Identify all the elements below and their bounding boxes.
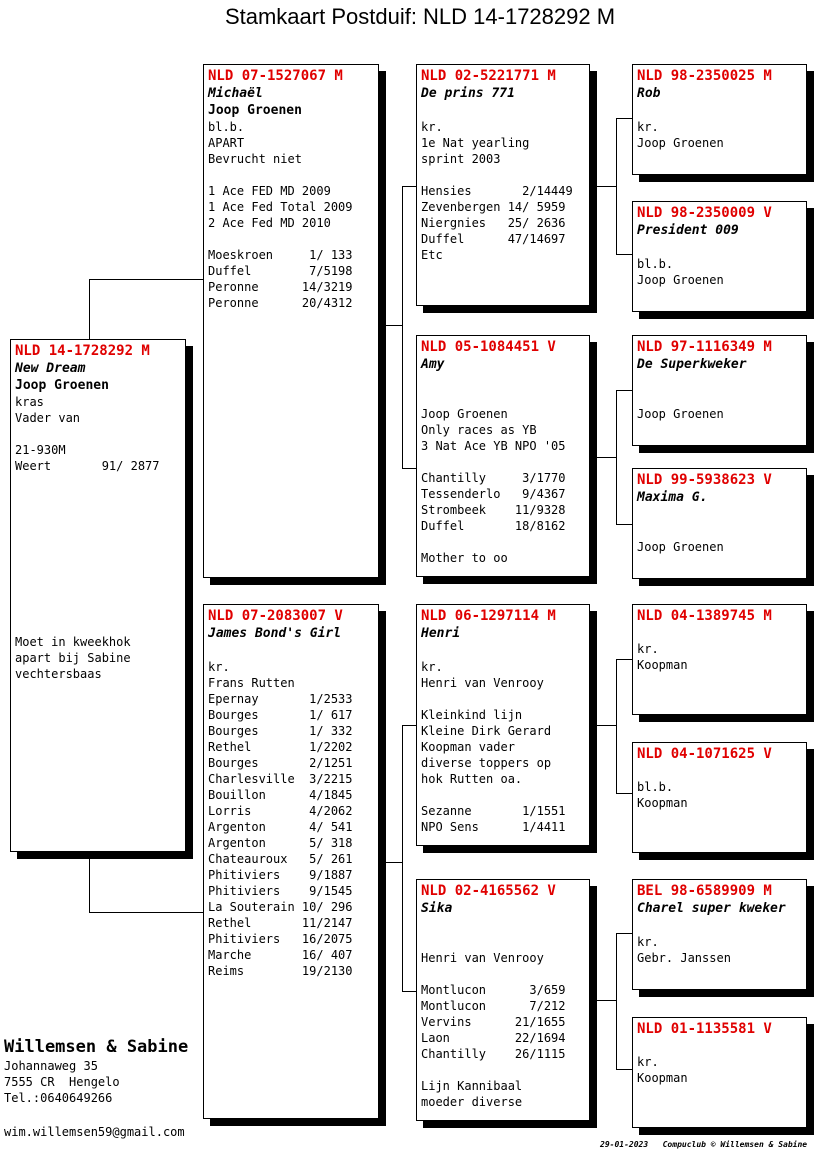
bird-info-line: kr. <box>637 120 659 134</box>
bird-info-line: Bourges 1/ 332 <box>208 724 353 738</box>
bird-info-line: Phitiviers 9/1887 <box>208 868 353 882</box>
connector <box>402 991 416 992</box>
bird-info-line: Lijn Kannibaal <box>421 1079 523 1093</box>
bird-info-line <box>637 918 802 934</box>
bird-info-line <box>637 1038 802 1054</box>
bird-info-line <box>637 625 802 641</box>
bird-card-dam-dam-sire[interactable] <box>632 879 807 990</box>
bird-info-line <box>15 570 181 586</box>
ring-number: NLD 07-1527067 M <box>208 68 343 84</box>
bird-info-line: Koopman <box>637 796 688 810</box>
bird-info-line <box>15 618 181 634</box>
bird-info-line: Vader van <box>15 411 81 425</box>
bird-info-line: Mother to oo <box>421 551 508 565</box>
bird-card-dam-dam[interactable] <box>416 879 590 1121</box>
bird-card-sire-sire-dam[interactable] <box>632 201 807 312</box>
bird-card-sire-dam[interactable] <box>416 335 590 577</box>
bird-info-line <box>421 103 585 119</box>
bird-info-line: Vervins 21/1655 <box>421 1015 566 1029</box>
bird-info-line: Only races as YB <box>421 423 537 437</box>
ring-number: NLD 04-1389745 M <box>637 608 772 624</box>
bird-info-line: Joop Groenen <box>421 407 508 421</box>
bird-info-line <box>421 454 585 470</box>
bird-info-line: Joop Groenen <box>637 273 724 287</box>
connector <box>402 468 416 469</box>
bird-info-line: Joop Groenen <box>15 378 109 393</box>
breeder-phone: Tel.:0640649266 <box>4 1091 113 1105</box>
bird-info-line <box>15 506 181 522</box>
breeder-street: Johannaweg 35 <box>4 1059 98 1073</box>
bird-info-line: Reims 19/2130 <box>208 964 353 978</box>
connector <box>616 933 617 1069</box>
bird-info-line: 21-930M <box>15 443 66 457</box>
bird-info-line <box>421 167 585 183</box>
bird-card-sire-dam-dam[interactable] <box>632 468 807 579</box>
bird-info-line: Tessenderlo 9/4367 <box>421 487 566 501</box>
bird-card-dam-sire-dam[interactable] <box>632 742 807 853</box>
bird-info-line <box>421 374 585 390</box>
connector <box>616 390 617 524</box>
ring-number: NLD 98-2350025 M <box>637 68 772 84</box>
bird-name: Amy <box>421 357 445 372</box>
bird-info-line <box>15 522 181 538</box>
bird-info-line: kr. <box>637 642 659 656</box>
bird-name: Charel super kweker <box>637 901 786 916</box>
bird-info-line: Peronne 14/3219 <box>208 280 353 294</box>
bird-info-line <box>637 390 802 406</box>
bird-info-line: kr. <box>421 120 443 134</box>
page-title: Stamkaart Postduif: NLD 14-1728292 M <box>224 4 616 29</box>
bird-info-line: Rethel 1/2202 <box>208 740 353 754</box>
bird-info-line: Bevrucht niet <box>208 152 302 166</box>
bird-info-line: Duffel 7/5198 <box>208 264 353 278</box>
bird-info-line <box>15 474 181 490</box>
connector <box>386 862 402 863</box>
bird-name: New Dream <box>15 361 86 376</box>
bird-info-line: Joop Groenen <box>637 136 724 150</box>
bird-info-line: 1 Ace Fed Total 2009 <box>208 200 353 214</box>
bird-info-line: Laon 22/1694 <box>421 1031 566 1045</box>
bird-info-line: bl.b. <box>637 257 674 271</box>
connector <box>89 279 203 280</box>
bird-info-line: apart bij Sabine <box>15 651 131 665</box>
bird-info-line: Gebr. Janssen <box>637 951 731 965</box>
bird-info-line <box>421 918 585 934</box>
connector <box>616 118 617 254</box>
bird-info-line <box>208 167 374 183</box>
connector <box>89 859 90 912</box>
bird-info-line <box>421 787 585 803</box>
bird-info-line: moeder diverse <box>421 1095 523 1109</box>
bird-info-line: Koopman vader <box>421 740 515 754</box>
bird-info-line <box>15 538 181 554</box>
bird-info-line: kr. <box>637 1055 659 1069</box>
ring-number: NLD 97-1116349 M <box>637 339 772 355</box>
bird-info-line: Chantilly 3/1770 <box>421 471 566 485</box>
connector <box>597 186 616 187</box>
bird-info-line: Argenton 5/ 318 <box>208 836 353 850</box>
connector <box>597 457 616 458</box>
bird-name: De prins 771 <box>421 86 515 101</box>
bird-info-line: Koopman <box>637 658 688 672</box>
bird-info-line <box>421 390 585 406</box>
bird-info-line: Peronne 20/4312 <box>208 296 353 310</box>
bird-info-line <box>637 240 802 256</box>
bird-info-line <box>421 1062 585 1078</box>
bird-info-line: NPO Sens 1/4411 <box>421 820 566 834</box>
bird-info-line: bl.b. <box>637 780 674 794</box>
bird-info-line <box>15 602 181 618</box>
bird-card-dam-sire-sire[interactable] <box>632 604 807 715</box>
bird-card-dam-dam-dam[interactable] <box>632 1017 807 1128</box>
ring-number: NLD 98-2350009 V <box>637 205 772 221</box>
bird-info-line <box>637 103 802 119</box>
bird-info-line: Bourges 2/1251 <box>208 756 353 770</box>
bird-info-line <box>15 490 181 506</box>
ring-number: NLD 01-1135581 V <box>637 1021 772 1037</box>
bird-info-line: Marche 16/ 407 <box>208 948 353 962</box>
bird-info-line <box>15 426 181 442</box>
ring-number: NLD 02-5221771 M <box>421 68 556 84</box>
bird-name: De Superkweker <box>637 357 747 372</box>
bird-info-line: 3 Nat Ace YB NPO '05 <box>421 439 566 453</box>
bird-info-line: Kleinkind lijn <box>421 708 523 722</box>
bird-info-line: Chantilly 26/1115 <box>421 1047 566 1061</box>
bird-info-line: Hensies 2/14449 <box>421 184 573 198</box>
connector <box>402 725 416 726</box>
bird-info-line <box>421 934 585 950</box>
bird-name: Sika <box>421 901 453 916</box>
bird-name: Maxima G. <box>637 490 708 505</box>
bird-info-line: kr. <box>637 935 659 949</box>
bird-info-line: vechtersbaas <box>15 667 102 681</box>
bird-info-line: Sezanne 1/1551 <box>421 804 566 818</box>
bird-card-dam-sire[interactable] <box>416 604 590 846</box>
bird-info-line: Epernay 1/2533 <box>208 692 353 706</box>
breeder-email[interactable]: wim.willemsen59@gmail.com <box>4 1125 185 1139</box>
bird-info-line: kr. <box>421 660 443 674</box>
bird-info-line <box>637 507 802 523</box>
bird-info-line: Henri van Venrooy <box>421 951 544 965</box>
bird-info-line <box>421 966 585 982</box>
footer-credit: 29-01-2023 Compuclub © Willemsen & Sabine <box>600 1140 808 1149</box>
bird-name: Michaël <box>208 86 263 101</box>
connector <box>616 118 632 119</box>
bird-info-line: Zevenbergen 14/ 5959 <box>421 200 566 214</box>
connector <box>616 793 632 794</box>
bird-info-line: Joop Groenen <box>208 103 302 118</box>
ring-number: BEL 98-6589909 M <box>637 883 772 899</box>
bird-info-line: 1e Nat yearling <box>421 136 530 150</box>
ring-number: NLD 14-1728292 M <box>15 343 150 359</box>
connector <box>616 659 632 660</box>
bird-info-line: Charlesville 3/2215 <box>208 772 353 786</box>
bird-card-sire-sire-sire[interactable] <box>632 64 807 175</box>
bird-info-line: 2 Ace Fed MD 2010 <box>208 216 331 230</box>
bird-info-line: La Souterain 10/ 296 <box>208 900 353 914</box>
bird-info-line: diverse toppers op <box>421 756 552 770</box>
bird-info-line <box>15 554 181 570</box>
bird-info-line: Koopman <box>637 1071 688 1085</box>
bird-card-dam[interactable] <box>203 604 379 1119</box>
bird-info-line: APART <box>208 136 245 150</box>
bird-info-line <box>208 231 374 247</box>
bird-info-line: Montlucon 7/212 <box>421 999 566 1013</box>
bird-info-line: Joop Groenen <box>637 540 724 554</box>
bird-info-line <box>421 643 585 659</box>
connector <box>402 186 416 187</box>
bird-info-line: Frans Rutten <box>208 676 295 690</box>
bird-card-sire[interactable] <box>203 64 379 578</box>
breeder-city: 7555 CR Hengelo <box>4 1075 120 1089</box>
connector <box>616 1069 632 1070</box>
connector <box>402 725 403 991</box>
bird-card-sire-sire[interactable] <box>416 64 590 306</box>
bird-info-line: Duffel 18/8162 <box>421 519 566 533</box>
bird-info-line: kr. <box>208 660 230 674</box>
connector <box>597 725 616 726</box>
bird-info-line: Lorris 4/2062 <box>208 804 353 818</box>
bird-info-line: 1 Ace FED MD 2009 <box>208 184 331 198</box>
bird-info-line <box>421 534 585 550</box>
bird-name: James Bond's Girl <box>208 626 342 641</box>
connector <box>616 254 632 255</box>
bird-info-line <box>637 523 802 539</box>
bird-info-line: Phitiviers 16/2075 <box>208 932 353 946</box>
connector <box>386 325 402 326</box>
ring-number: NLD 02-4165562 V <box>421 883 556 899</box>
bird-info-line: Bouillon 4/1845 <box>208 788 353 802</box>
connector <box>89 279 90 339</box>
bird-info-line: sprint 2003 <box>421 152 501 166</box>
ring-number: NLD 07-2083007 V <box>208 608 343 624</box>
bird-name: Henri <box>421 626 461 641</box>
bird-name: President 009 <box>637 223 739 238</box>
ring-number: NLD 04-1071625 V <box>637 746 772 762</box>
bird-info-line: Henri van Venrooy <box>421 676 544 690</box>
bird-name: Rob <box>637 86 661 101</box>
bird-info-line: Joop Groenen <box>637 407 724 421</box>
bird-info-line: Chateauroux 5/ 261 <box>208 852 353 866</box>
bird-info-line: Phitiviers 9/1545 <box>208 884 353 898</box>
bird-card-subject[interactable] <box>10 339 186 852</box>
ring-number: NLD 06-1297114 M <box>421 608 556 624</box>
connector <box>616 659 617 793</box>
bird-info-line <box>421 691 585 707</box>
bird-info-line <box>637 763 802 779</box>
connector <box>89 912 203 913</box>
ring-number: NLD 05-1084451 V <box>421 339 556 355</box>
breeder-name: Willemsen & Sabine <box>4 1037 189 1057</box>
connector <box>616 524 632 525</box>
connector <box>402 186 403 468</box>
bird-card-sire-dam-sire[interactable] <box>632 335 807 446</box>
bird-info-line: hok Rutten oa. <box>421 772 523 786</box>
bird-info-line: Bourges 1/ 617 <box>208 708 353 722</box>
bird-info-line: Niergnies 25/ 2636 <box>421 216 566 230</box>
bird-info-line: bl.b. <box>208 120 245 134</box>
bird-info-line: Rethel 11/2147 <box>208 916 353 930</box>
breeder-info <box>4 1036 188 1106</box>
bird-info-line <box>15 586 181 602</box>
bird-info-line: Strombeek 11/9328 <box>421 503 566 517</box>
bird-info-line: kras <box>15 395 44 409</box>
bird-info-line: Moeskroen 1/ 133 <box>208 248 353 262</box>
bird-info-line: Duffel 47/14697 <box>421 232 566 246</box>
bird-info-line: Weert 91/ 2877 <box>15 459 160 473</box>
connector <box>616 390 632 391</box>
bird-info-line: Montlucon 3/659 <box>421 983 566 997</box>
bird-info-line: Argenton 4/ 541 <box>208 820 353 834</box>
ring-number: NLD 99-5938623 V <box>637 472 772 488</box>
connector <box>616 933 632 934</box>
bird-info-line <box>208 643 374 659</box>
bird-info-line <box>637 374 802 390</box>
connector <box>597 1000 616 1001</box>
bird-info-line: Kleine Dirk Gerard <box>421 724 552 738</box>
bird-info-line: Moet in kweekhok <box>15 635 131 649</box>
bird-info-line: Etc <box>421 248 443 262</box>
